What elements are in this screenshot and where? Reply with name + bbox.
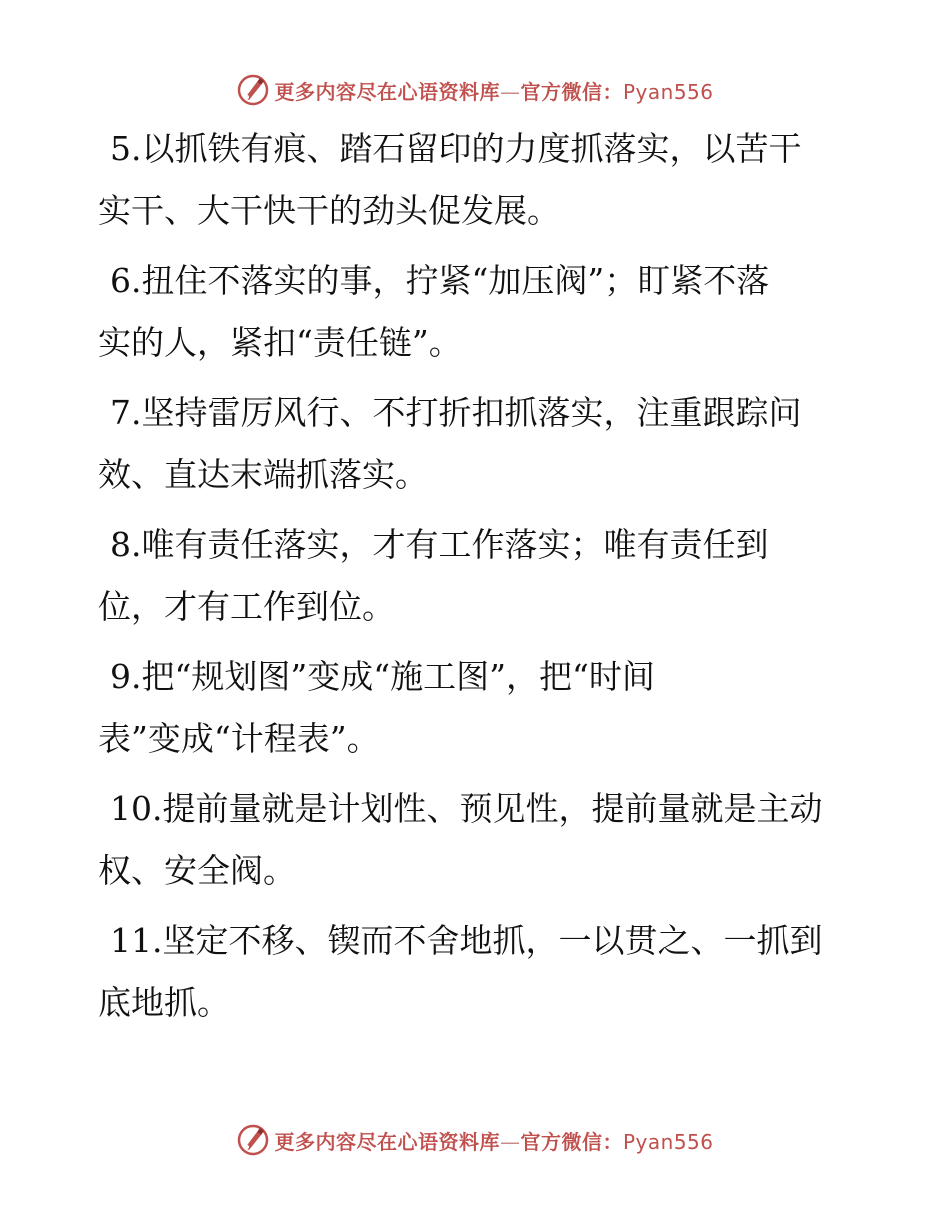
list-item: 10.提前量就是计划性、预见性，提前量就是主动 权、安全阀。 bbox=[98, 789, 823, 890]
list-item: 5.以抓铁有痕、踏石留印的力度抓落实，以苦干 实干、大干快干的劲头促发展。 bbox=[98, 129, 802, 230]
header-watermark bbox=[0, 70, 950, 110]
list-item: 11.坚定不移、锲而不舍地抓，一以贯之、一抓到 底地抓。 bbox=[98, 921, 823, 1022]
list-item: 9.把“规划图”变成“施工图”，把“时间 表”变成“计程表”。 bbox=[98, 657, 655, 758]
list-item: 8.唯有责任落实，才有工作落实；唯有责任到 位，才有工作到位。 bbox=[98, 525, 769, 626]
footer-watermark bbox=[0, 1120, 950, 1160]
pen-circle-logo-icon bbox=[236, 73, 270, 107]
pen-circle-logo-icon bbox=[236, 1123, 270, 1157]
list-item: 7.坚持雷厉风行、不打折扣抓落实，注重跟踪问 效、直达末端抓落实。 bbox=[98, 393, 802, 494]
list-item: 6.扭住不落实的事，拧紧“加压阀”；盯紧不落 实的人，紧扣“责任链”。 bbox=[98, 261, 770, 362]
document-body bbox=[98, 118, 858, 1042]
watermark-text: 更多内容尽在心语资料库—官方微信：Pyan556 bbox=[274, 1129, 714, 1154]
watermark-text: 更多内容尽在心语资料库—官方微信：Pyan556 bbox=[274, 79, 714, 104]
